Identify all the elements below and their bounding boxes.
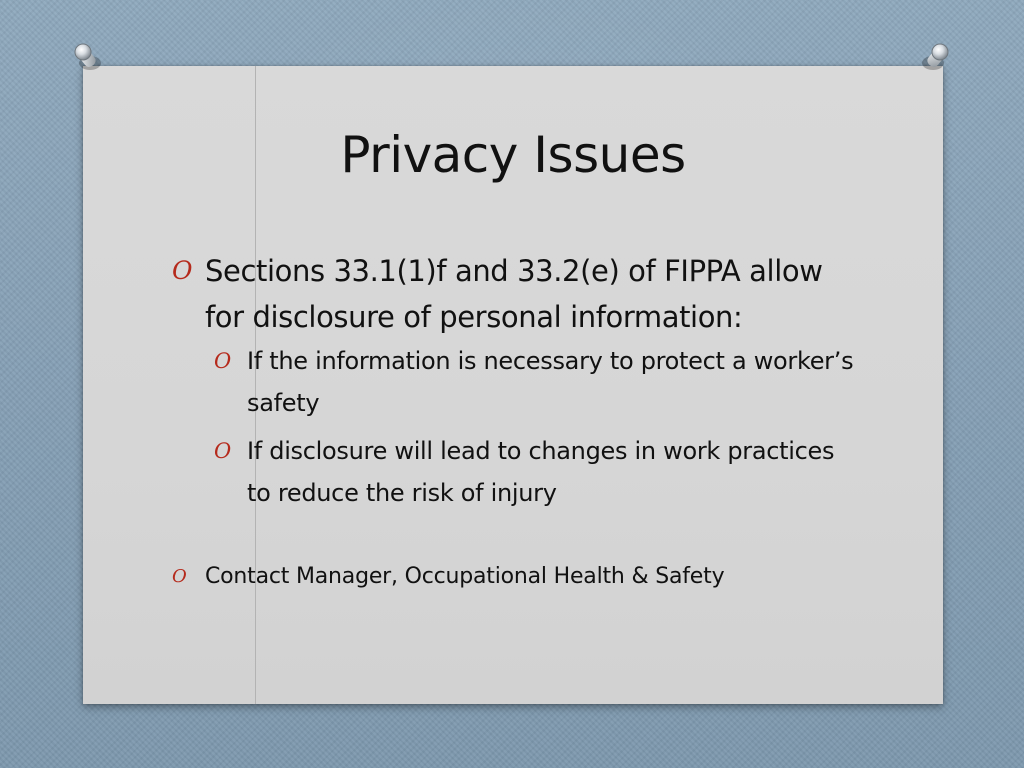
- sub-bullet-marker: O: [214, 439, 231, 463]
- bullet-marker: O: [172, 566, 187, 587]
- bullet-text: Contact Manager, Occupational Health & Safety: [205, 564, 725, 589]
- slide-title: Privacy Issues: [340, 126, 686, 184]
- sub-bullet-item: [212, 340, 860, 424]
- sub-bullet-text: If the information is necessary to protect a worker’s safety: [247, 347, 854, 417]
- bullet-list: [170, 248, 860, 596]
- pushpin-icon: [71, 41, 105, 75]
- sub-bullet-item: [212, 430, 860, 514]
- bullet-item: [170, 248, 860, 340]
- sub-bullet-marker: O: [214, 349, 231, 373]
- sub-bullet-text: If disclosure will lead to changes in work practices to reduce the risk of injury: [247, 437, 835, 507]
- bullet-item: [170, 558, 860, 596]
- bullet-marker: O: [172, 256, 193, 285]
- pushpin-icon: [918, 41, 952, 75]
- bullet-text: Sections 33.1(1)f and 33.2(e) of FIPPA allow for disclosure of personal information:: [205, 254, 823, 334]
